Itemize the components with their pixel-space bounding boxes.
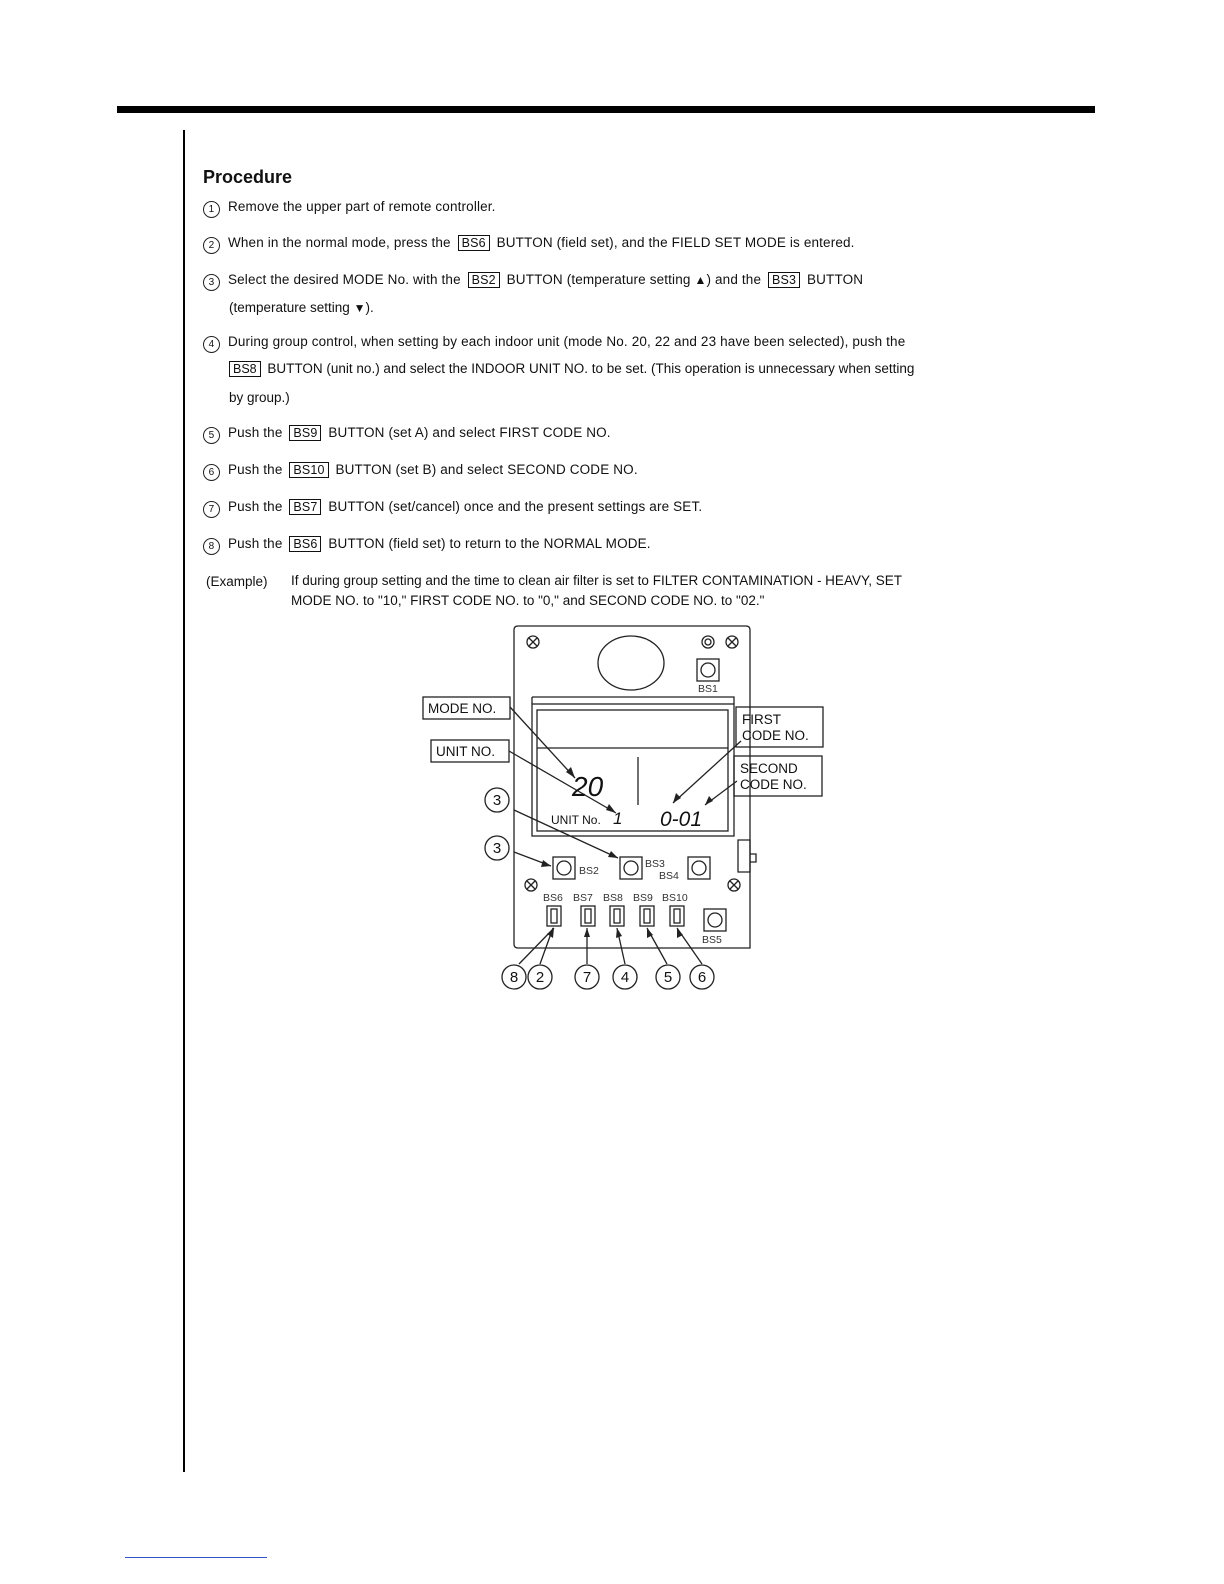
bs10-label: BS10 — [662, 892, 688, 904]
bs4-label: BS4 — [659, 870, 679, 882]
step-number: 3 — [203, 274, 220, 291]
step-number: 5 — [203, 427, 220, 444]
callout-number: 8 — [509, 969, 519, 986]
code-value-readout: 0-01 — [660, 808, 703, 831]
step-text: Push the — [228, 462, 283, 477]
step-text: BUTTON (set/cancel) once and the present settings are SET. — [328, 499, 703, 514]
step-text: BUTTON (field set) to return to the NORMAL MODE. — [328, 536, 651, 551]
step-text: Remove the upper part of remote controller. — [228, 199, 496, 214]
led-indicator — [702, 636, 714, 648]
screw-icon — [527, 636, 539, 648]
bs7-label: BS7 — [573, 892, 593, 904]
bs1-label: BS1 — [698, 683, 718, 695]
step-text: BUTTON (set A) and select FIRST CODE NO. — [328, 425, 611, 440]
second-code-label: SECOND — [740, 761, 798, 776]
unit-value-readout: 1 — [613, 809, 623, 828]
first-code-label: FIRST — [742, 712, 781, 727]
bs4-button — [688, 857, 710, 879]
button-ref-bs10: BS10 — [289, 462, 328, 478]
callout-number: 2 — [535, 969, 545, 986]
page-heading: Procedure — [203, 167, 293, 187]
bs2-button — [553, 857, 575, 879]
step-text: BUTTON (set B) and select SECOND CODE NO. — [335, 462, 638, 477]
step-text: During group control, when setting by each indoor unit (mode No. 20, 22 and 23 have been selected), push the — [228, 334, 906, 349]
mode-no-label: MODE NO. — [428, 701, 497, 716]
step-text: BUTTON (unit no.) and select the INDOOR UNIT NO. to be set. (This operation is unnecessary when setting — [267, 361, 915, 376]
bs5-label: BS5 — [702, 934, 722, 946]
leader-line — [510, 707, 575, 778]
step-text: BUTTON (temperature setting — [506, 272, 691, 287]
mode-value-readout: 20 — [572, 771, 604, 802]
triangle-up-icon: ▲ — [694, 273, 707, 287]
bs1-button — [697, 659, 719, 681]
unit-readout-label: UNIT No. — [551, 813, 601, 827]
callout-number: 6 — [697, 969, 707, 986]
step-4-continued-2: by group.) — [229, 390, 290, 405]
button-ref-bs8: BS8 — [229, 361, 261, 377]
bs8-label: BS8 — [603, 892, 623, 904]
bs2-label: BS2 — [579, 865, 599, 877]
triangle-down-icon: ▼ — [353, 301, 366, 315]
step-number: 8 — [203, 538, 220, 555]
button-ref-bs9: BS9 — [289, 425, 321, 441]
callout-number: 7 — [582, 969, 592, 986]
oval-window — [598, 636, 664, 690]
screw-icon — [726, 636, 738, 648]
step-number: 6 — [203, 464, 220, 481]
step-text: Push the — [228, 425, 283, 440]
step-number: 1 — [203, 201, 220, 218]
step-text: ). — [365, 300, 374, 315]
step-text: ) and the — [706, 272, 762, 287]
leader-line — [673, 741, 741, 803]
lcd-frame — [532, 697, 734, 704]
callout-number: 3 — [492, 792, 502, 809]
step-text: (temperature setting — [229, 300, 350, 315]
screw-icon — [525, 879, 537, 891]
button-ref-bs3: BS3 — [768, 272, 800, 288]
step-number: 7 — [203, 501, 220, 518]
callout-number: 3 — [492, 840, 502, 857]
button-ref-bs7: BS7 — [289, 499, 321, 515]
first-code-label: CODE NO. — [742, 728, 809, 743]
screw-icon — [728, 879, 740, 891]
second-code-label: CODE NO. — [740, 777, 807, 792]
bs9-label: BS9 — [633, 892, 653, 904]
step-text: BUTTON — [807, 272, 864, 287]
callout-number: 5 — [663, 969, 673, 986]
bs3-label: BS3 — [645, 858, 665, 870]
step-text: Push the — [228, 499, 283, 514]
bs5-button — [704, 909, 726, 931]
example-line: If during group setting and the time to clean air filter is set to FILTER CONTAMINATION - HEAVY, SET — [291, 573, 902, 588]
button-ref-bs2: BS2 — [468, 272, 500, 288]
step-number: 4 — [203, 336, 220, 353]
bs3-button — [620, 857, 642, 879]
bottom-link-underline — [125, 1557, 267, 1558]
step-number: 2 — [203, 237, 220, 254]
example-line: MODE NO. to "10," FIRST CODE NO. to "0," and SECOND CODE NO. to "02." — [291, 593, 765, 608]
button-ref-bs6: BS6 — [289, 536, 321, 552]
bs6-label: BS6 — [543, 892, 563, 904]
step-text: When in the normal mode, press the — [228, 235, 451, 250]
step-text: BUTTON (field set), and the FIELD SET MODE is entered. — [496, 235, 855, 250]
unit-no-label: UNIT NO. — [436, 744, 496, 759]
example-label: (Example) — [206, 574, 268, 589]
callout-number: 4 — [620, 969, 630, 986]
step-text: Push the — [228, 536, 283, 551]
button-ref-bs6: BS6 — [458, 235, 490, 251]
step-text: Select the desired MODE No. with the — [228, 272, 461, 287]
